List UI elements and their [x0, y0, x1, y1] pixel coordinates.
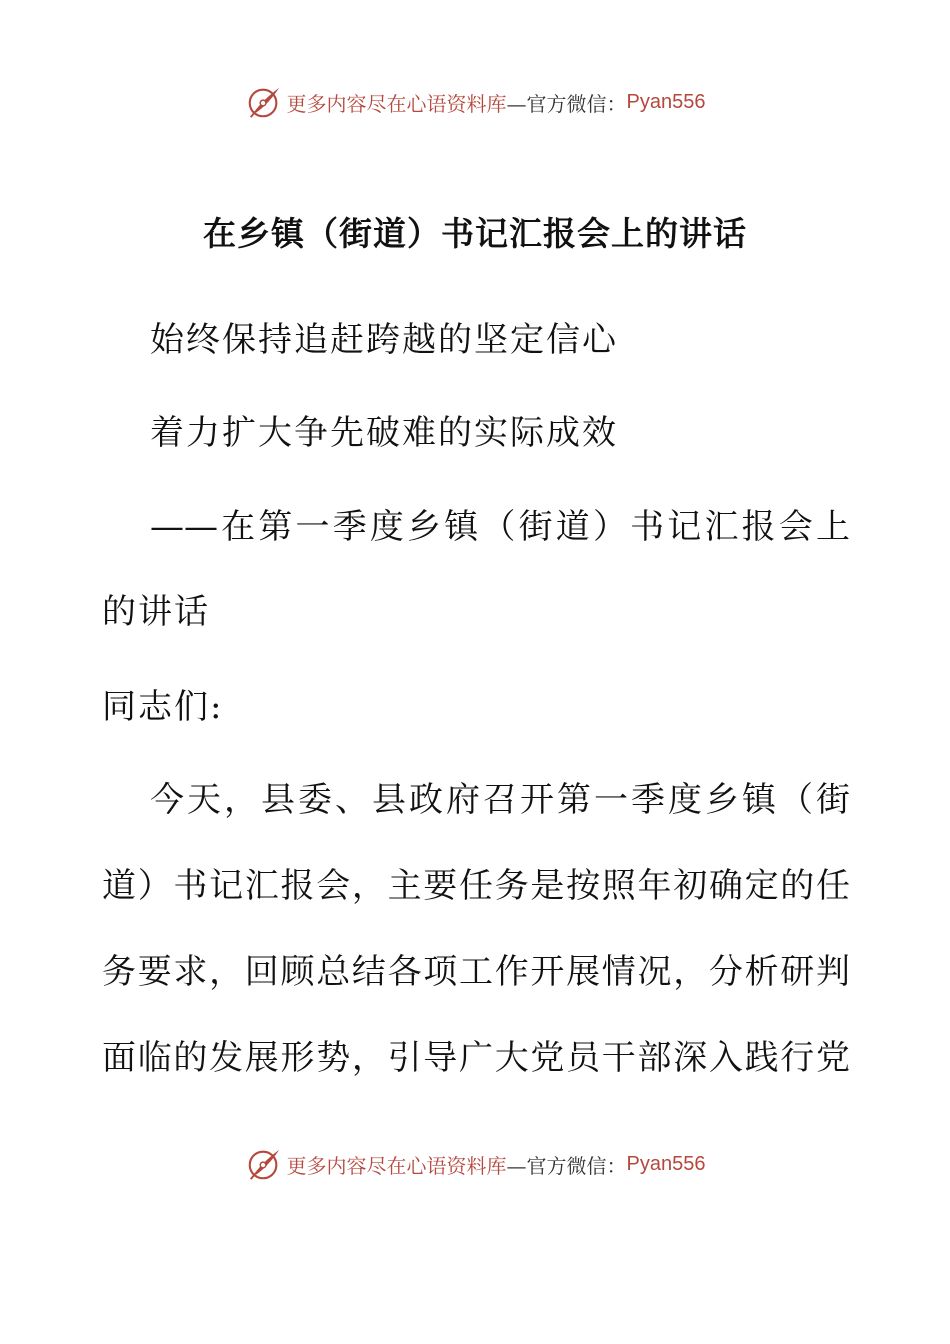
- body-line-2: 道）书记汇报会，主要任务是按照年初确定的任: [102, 866, 850, 906]
- footer-watermark: [0, 1142, 950, 1186]
- watermark-wechat-id: Pyan556: [626, 1152, 706, 1175]
- subtitle-line-3: ——在第一季度乡镇（街道）书记汇报会上: [150, 507, 850, 547]
- body-line-1: 今天，县委、县政府召开第一季度乡镇（街: [150, 780, 850, 820]
- watermark-wechat-label: —官方微信：: [506, 91, 627, 116]
- subtitle-line-4: 的讲话: [102, 592, 210, 632]
- page-title: 在乡镇（街道）书记汇报会上的讲话: [203, 214, 747, 253]
- watermark-wechat-id: Pyan556: [626, 90, 706, 113]
- quill-pen-logo-icon: [245, 1145, 283, 1183]
- salutation: 同志们:: [102, 687, 224, 727]
- subtitle-line-2: 着力扩大争先破难的实际成效: [150, 413, 618, 453]
- subtitle-line-1: 始终保持追赶跨越的坚定信心: [150, 320, 618, 360]
- body-line-4: 面临的发展形势，引导广大党员干部深入践行党: [102, 1038, 850, 1078]
- watermark-site-text: 更多内容尽在心语资料库: [286, 91, 507, 116]
- header-watermark: [0, 80, 950, 124]
- body-line-3: 务要求，回顾总结各项工作开展情况，分析研判: [102, 952, 850, 992]
- quill-pen-logo-icon: [245, 83, 283, 121]
- watermark-site-text: 更多内容尽在心语资料库: [286, 1153, 507, 1178]
- watermark-wechat-label: —官方微信：: [506, 1153, 627, 1178]
